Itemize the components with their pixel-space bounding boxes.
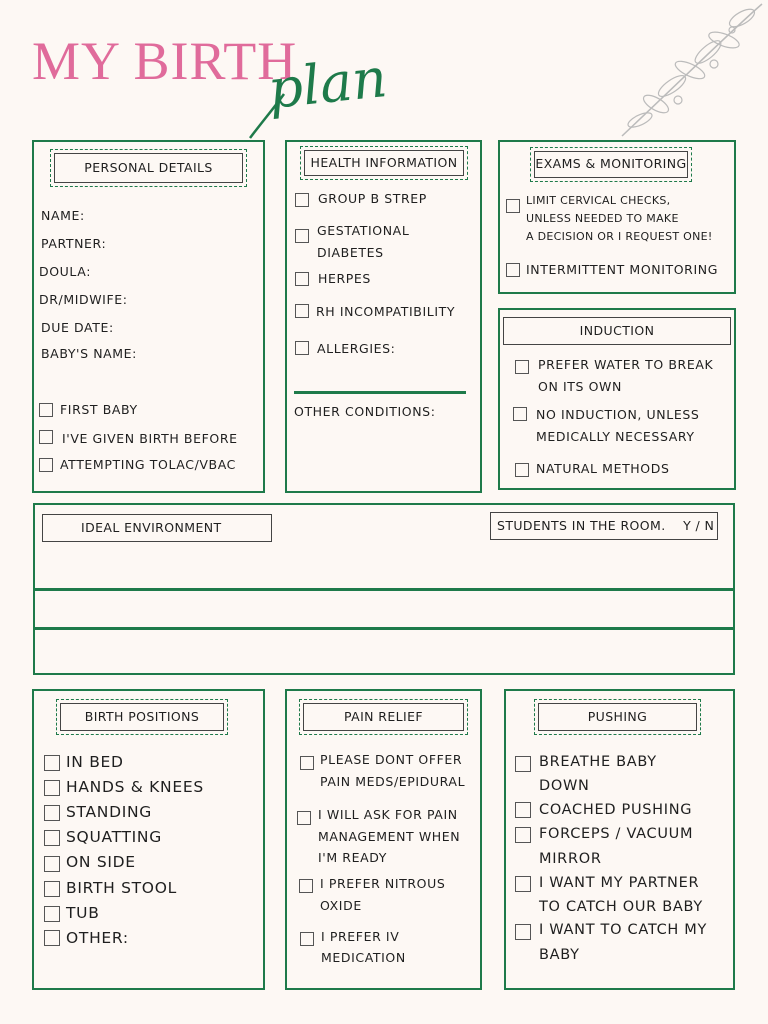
partner-catch-line1: I WANT MY PARTNER bbox=[539, 875, 700, 891]
induction-header: INDUCTION bbox=[503, 317, 731, 345]
group-b-strep-label: GROUP B STREP bbox=[318, 191, 427, 206]
in-bed-checkbox[interactable] bbox=[44, 755, 60, 771]
given-birth-label: I'VE GIVEN BIRTH BEFORE bbox=[62, 431, 238, 446]
nitrous-oxide-checkbox[interactable] bbox=[299, 879, 313, 893]
limit-cervical-checks-checkbox[interactable] bbox=[506, 199, 520, 213]
birth-positions-header: BIRTH POSITIONS bbox=[60, 703, 224, 731]
breathe-line2: DOWN bbox=[539, 778, 590, 794]
diabetes-label: DIABETES bbox=[317, 245, 384, 260]
tolac-vbac-label: ATTEMPTING TOLAC/VBAC bbox=[60, 457, 236, 472]
in-bed-label: IN BED bbox=[66, 753, 124, 771]
coached-pushing-label: COACHED PUSHING bbox=[539, 802, 693, 818]
standing-checkbox[interactable] bbox=[44, 805, 60, 821]
rh-incompatibility-label: RH INCOMPATIBILITY bbox=[316, 304, 456, 319]
tub-checkbox[interactable] bbox=[44, 906, 60, 922]
field-babys-name[interactable]: BABY'S NAME: bbox=[41, 346, 137, 361]
iv-line2: MEDICATION bbox=[321, 950, 406, 965]
forceps-vacuum-label: FORCEPS / VACUUM bbox=[539, 826, 694, 842]
standing-label: STANDING bbox=[66, 803, 153, 821]
iv-medication-checkbox[interactable] bbox=[300, 932, 314, 946]
partner-catch-checkbox[interactable] bbox=[515, 876, 531, 892]
water-break-checkbox[interactable] bbox=[515, 360, 529, 374]
field-dr-midwife[interactable]: DR/MIDWIFE: bbox=[39, 292, 128, 307]
other-checkbox[interactable] bbox=[44, 930, 60, 946]
birth-stool-label: BIRTH STOOL bbox=[66, 879, 177, 897]
intermittent-monitoring-label: INTERMITTENT MONITORING bbox=[526, 262, 718, 277]
limit-cervical-line2: UNLESS NEEDED TO MAKE bbox=[526, 212, 679, 225]
herpes-label: HERPES bbox=[318, 271, 371, 286]
squatting-checkbox[interactable] bbox=[44, 830, 60, 846]
group-b-strep-checkbox[interactable] bbox=[295, 193, 309, 207]
allergies-label: ALLERGIES: bbox=[317, 341, 396, 356]
natural-methods-label: NATURAL METHODS bbox=[536, 461, 670, 476]
first-baby-checkbox[interactable] bbox=[39, 403, 53, 417]
allergies-checkbox[interactable] bbox=[295, 341, 309, 355]
script-flourish bbox=[248, 92, 288, 140]
coached-pushing-checkbox[interactable] bbox=[515, 802, 531, 818]
pushing-header: PUSHING bbox=[538, 703, 697, 731]
dont-offer-meds-checkbox[interactable] bbox=[300, 756, 314, 770]
herpes-checkbox[interactable] bbox=[295, 272, 309, 286]
title-my-birth: MY BIRTH bbox=[32, 31, 298, 91]
ask-pain-line1: I WILL ASK FOR PAIN bbox=[318, 807, 458, 822]
other-label[interactable]: OTHER: bbox=[66, 929, 129, 947]
breathe-line1: BREATHE BABY bbox=[539, 754, 657, 770]
field-doula[interactable]: DOULA: bbox=[39, 264, 92, 279]
rh-incompatibility-checkbox[interactable] bbox=[295, 304, 309, 318]
gestational-diabetes-checkbox[interactable] bbox=[295, 229, 309, 243]
environment-line-1 bbox=[33, 588, 735, 591]
ask-pain-line3: I'M READY bbox=[318, 850, 387, 865]
health-divider bbox=[294, 391, 466, 394]
students-in-room-field[interactable]: STUDENTS IN THE ROOM. Y / N bbox=[490, 512, 718, 540]
field-name[interactable]: NAME: bbox=[41, 208, 85, 223]
personal-details-header: PERSONAL DETAILS bbox=[54, 153, 243, 183]
environment-line-2 bbox=[33, 627, 735, 630]
no-induction-line2: MEDICALLY NECESSARY bbox=[536, 429, 695, 444]
hands-knees-checkbox[interactable] bbox=[44, 780, 60, 796]
natural-methods-checkbox[interactable] bbox=[515, 463, 529, 477]
tolac-vbac-checkbox[interactable] bbox=[39, 458, 53, 472]
gestational-label: GESTATIONAL bbox=[317, 223, 410, 238]
ideal-environment-header: IDEAL ENVIRONMENT bbox=[42, 514, 272, 542]
water-break-line2: ON ITS OWN bbox=[538, 379, 622, 394]
title-plan: plan bbox=[265, 45, 390, 122]
first-baby-label: FIRST BABY bbox=[60, 402, 138, 417]
partner-catch-line2: TO CATCH OUR BABY bbox=[539, 899, 703, 915]
limit-cervical-line3: A DECISION OR I REQUEST ONE! bbox=[526, 230, 713, 243]
field-partner[interactable]: PARTNER: bbox=[41, 236, 107, 251]
no-induction-line1: NO INDUCTION, UNLESS bbox=[536, 407, 700, 422]
other-conditions-label[interactable]: OTHER CONDITIONS: bbox=[294, 404, 436, 419]
on-side-checkbox[interactable] bbox=[44, 856, 60, 872]
iv-line1: I PREFER IV bbox=[321, 929, 400, 944]
on-side-label: ON SIDE bbox=[66, 853, 136, 871]
field-due-date[interactable]: DUE DATE: bbox=[41, 320, 114, 335]
tub-label: TUB bbox=[66, 904, 100, 922]
i-catch-line1: I WANT TO CATCH MY bbox=[539, 922, 708, 938]
exams-monitoring-header: EXAMS & MONITORING bbox=[534, 151, 688, 178]
nitrous-line1: I PREFER NITROUS bbox=[320, 876, 446, 891]
i-catch-checkbox[interactable] bbox=[515, 924, 531, 940]
ask-pain-line2: MANAGEMENT WHEN bbox=[318, 829, 461, 844]
limit-cervical-line1: LIMIT CERVICAL CHECKS, bbox=[526, 194, 671, 207]
ask-for-pain-mgmt-checkbox[interactable] bbox=[297, 811, 311, 825]
birth-stool-checkbox[interactable] bbox=[44, 881, 60, 897]
dont-offer-line1: PLEASE DONT OFFER bbox=[320, 752, 463, 767]
health-information-header: HEALTH INFORMATION bbox=[304, 150, 464, 176]
nitrous-line2: OXIDE bbox=[320, 898, 362, 913]
water-break-line1: PREFER WATER TO BREAK bbox=[538, 357, 714, 372]
no-induction-checkbox[interactable] bbox=[513, 407, 527, 421]
breathe-baby-down-checkbox[interactable] bbox=[515, 756, 531, 772]
pain-relief-header: PAIN RELIEF bbox=[303, 703, 464, 731]
i-catch-line2: BABY bbox=[539, 947, 580, 963]
squatting-label: SQUATTING bbox=[66, 828, 162, 846]
dont-offer-line2: PAIN MEDS/EPIDURAL bbox=[320, 774, 466, 789]
hands-knees-label: HANDS & KNEES bbox=[66, 778, 204, 796]
olive-branch-illustration bbox=[612, 0, 768, 140]
mirror-label: MIRROR bbox=[539, 851, 602, 867]
given-birth-checkbox[interactable] bbox=[39, 430, 53, 444]
intermittent-monitoring-checkbox[interactable] bbox=[506, 263, 520, 277]
forceps-vacuum-checkbox[interactable] bbox=[515, 827, 531, 843]
